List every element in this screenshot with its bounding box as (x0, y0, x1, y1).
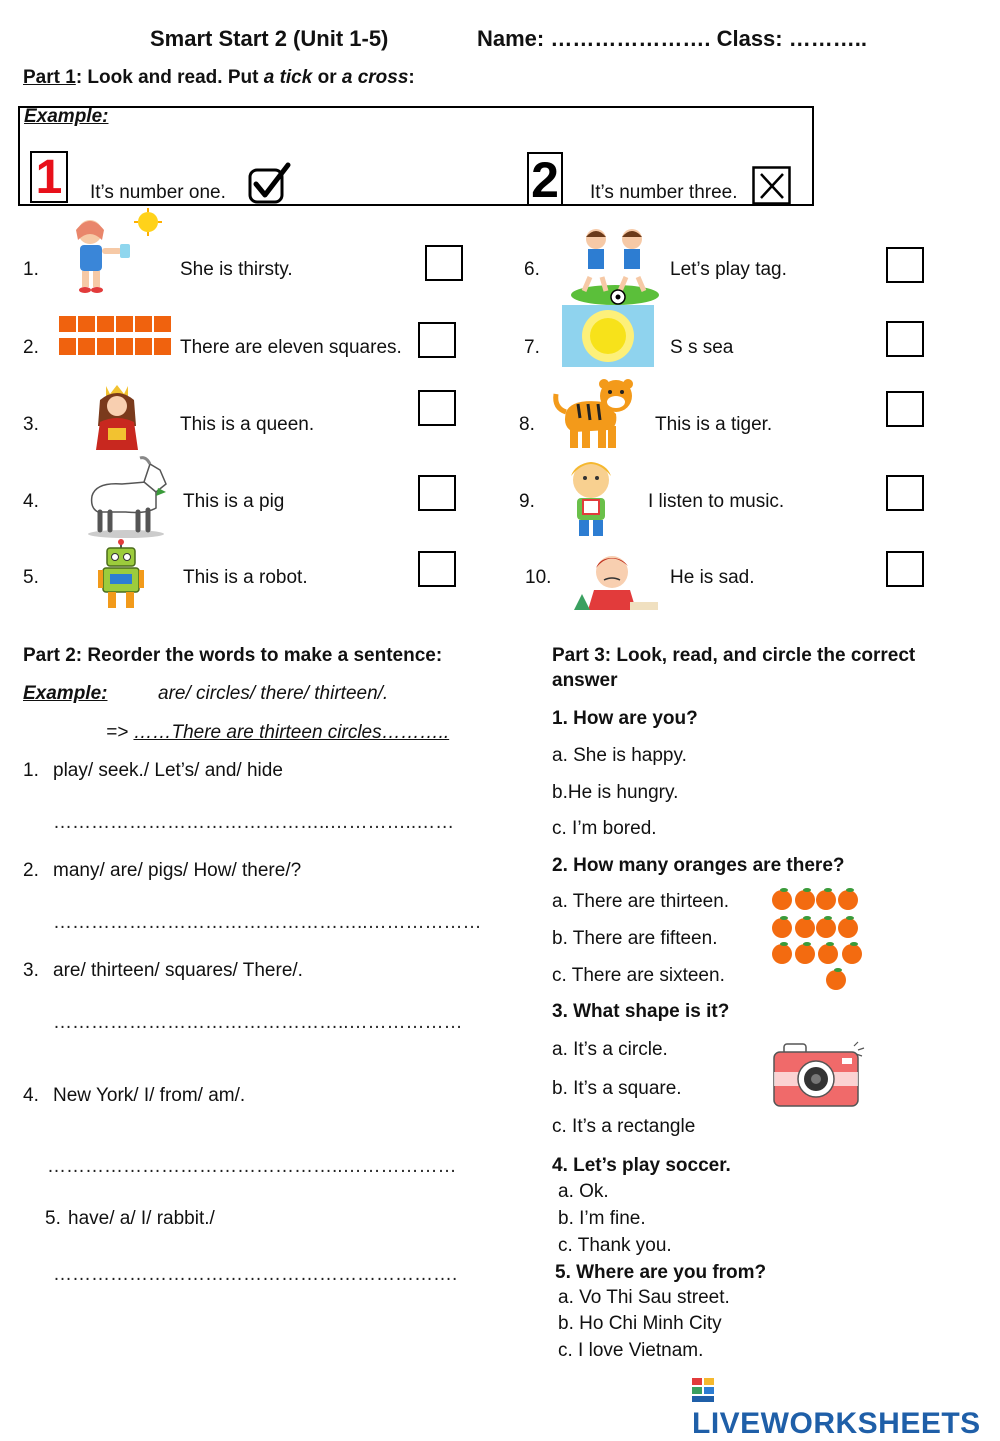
name-class-field[interactable]: Name: …………………. Class: ……….. (477, 26, 867, 51)
item-number: 2. (23, 337, 39, 358)
answer-checkbox-2[interactable] (418, 322, 456, 358)
reorder-number: 5. (45, 1208, 61, 1229)
tiger-icon (552, 378, 636, 452)
example-text-two: It’s number three. (590, 182, 738, 203)
item-number: 8. (519, 414, 535, 435)
part3-heading: Part 3: Look, read, and circle the correct (552, 645, 916, 666)
answer-checkbox-6[interactable] (886, 247, 924, 283)
part1-heading: Part 1: Look and read. Put a tick or a cross: (23, 67, 415, 88)
worksheet-title: Smart Start 2 (Unit 1-5) (150, 26, 389, 51)
part2-heading: Part 2: Reorder the words to make a sentence: (23, 645, 443, 666)
part2-example-label: Example: (23, 683, 108, 704)
example-text-one: It’s number one. (90, 182, 226, 203)
option[interactable]: b. Ho Chi Minh City (558, 1313, 722, 1334)
item-text: He is sad. (670, 567, 755, 588)
reorder-number: 2. (23, 860, 39, 881)
liveworksheets-logo (692, 1372, 1000, 1441)
part3-heading-cont: answer (552, 670, 618, 691)
example-number-one: 1 (30, 151, 68, 203)
answer-checkbox-4[interactable] (418, 475, 456, 511)
part2-example-answer: => ……There are thirteen circles……….. (106, 722, 450, 743)
sun-sky-icon (562, 305, 654, 367)
cross-box-icon (752, 166, 792, 206)
option[interactable]: c. I’m bored. (552, 818, 657, 839)
item-text: This is a robot. (183, 567, 308, 588)
question-2: 2. How many oranges are there? (552, 855, 845, 876)
answer-checkbox-7[interactable] (886, 321, 924, 357)
item-text: There are eleven squares. (180, 337, 402, 358)
answer-checkbox-8[interactable] (886, 391, 924, 427)
tick-icon (248, 162, 292, 206)
item-number: 1. (23, 259, 39, 280)
item-number: 10. (525, 567, 552, 588)
option[interactable]: b.He is hungry. (552, 782, 679, 803)
example-label: Example: (24, 106, 109, 127)
answer-line-1[interactable]: ……………………………………..…………..…… (53, 812, 455, 833)
goat-icon (86, 456, 170, 538)
option[interactable]: a. Ok. (558, 1181, 609, 1202)
answer-checkbox-10[interactable] (886, 551, 924, 587)
part2-example-words: are/ circles/ there/ thirteen/. (158, 683, 389, 704)
reorder-number: 4. (23, 1085, 39, 1106)
item-text: This is a tiger. (655, 414, 773, 435)
camera-icon (772, 1042, 866, 1110)
reorder-words: are/ thirteen/ squares/ There/. (53, 960, 303, 981)
item-text: This is a pig (183, 491, 285, 512)
thirsty-girl-icon (68, 210, 168, 296)
answer-line-5[interactable]: ………………………………………………………. (53, 1264, 458, 1285)
reorder-words: play/ seek./ Let’s/ and/ hide (53, 760, 283, 781)
reorder-words: have/ a/ I/ rabbit./ (68, 1208, 215, 1229)
brand-text: LIVEWORKSHEETS (692, 1407, 981, 1441)
question-5: 5. Where are you from? (555, 1262, 767, 1283)
answer-checkbox-5[interactable] (418, 551, 456, 587)
item-number: 9. (519, 491, 535, 512)
option[interactable]: b. There are fifteen. (552, 928, 718, 949)
item-number: 7. (524, 337, 540, 358)
question-4: 4. Let’s play soccer. (552, 1155, 731, 1176)
boy-eating-icon (561, 456, 621, 540)
option[interactable]: c. I love Vietnam. (558, 1340, 704, 1361)
question-3: 3. What shape is it? (552, 1001, 730, 1022)
question-1: 1. How are you? (552, 708, 698, 729)
item-text: She is thirsty. (180, 259, 293, 280)
reorder-words: many/ are/ pigs/ How/ there/? (53, 860, 302, 881)
oranges-icon (768, 882, 868, 994)
kids-playing-icon (570, 225, 660, 307)
queen-icon (92, 382, 142, 452)
answer-line-4[interactable]: ………………………………………..……………… (47, 1156, 457, 1177)
answer-line-3[interactable]: ………………………………………..……………… (53, 1012, 463, 1033)
answer-checkbox-1[interactable] (425, 245, 463, 281)
item-text: I listen to music. (648, 491, 785, 512)
item-text: Let’s play tag. (670, 259, 787, 280)
answer-line-2[interactable]: …………………………………………..……………… (53, 912, 482, 933)
reorder-number: 1. (23, 760, 39, 781)
item-number: 5. (23, 567, 39, 588)
option[interactable]: c. There are sixteen. (552, 965, 725, 986)
reorder-words: New York/ I/ from/ am/. (53, 1085, 246, 1106)
reorder-number: 3. (23, 960, 39, 981)
option[interactable]: a. She is happy. (552, 745, 687, 766)
squares-icon (58, 315, 174, 357)
liveworksheets-logo-icon (692, 1378, 714, 1402)
answer-checkbox-9[interactable] (886, 475, 924, 511)
item-number: 4. (23, 491, 39, 512)
option[interactable]: c. Thank you. (558, 1235, 672, 1256)
item-text: S s sea (670, 337, 734, 358)
item-number: 6. (524, 259, 540, 280)
option[interactable]: c. It’s a rectangle (552, 1116, 696, 1137)
example-number-two: 2 (527, 152, 563, 206)
option[interactable]: b. It’s a square. (552, 1078, 682, 1099)
sad-boy-icon (574, 550, 658, 612)
option[interactable]: a. There are thirteen. (552, 891, 730, 912)
robot-icon (98, 540, 144, 612)
option[interactable]: a. It’s a circle. (552, 1039, 668, 1060)
item-number: 3. (23, 414, 39, 435)
answer-checkbox-3[interactable] (418, 390, 456, 426)
option[interactable]: b. I’m fine. (558, 1208, 646, 1229)
item-text: This is a queen. (180, 414, 315, 435)
option[interactable]: a. Vo Thi Sau street. (558, 1287, 730, 1308)
